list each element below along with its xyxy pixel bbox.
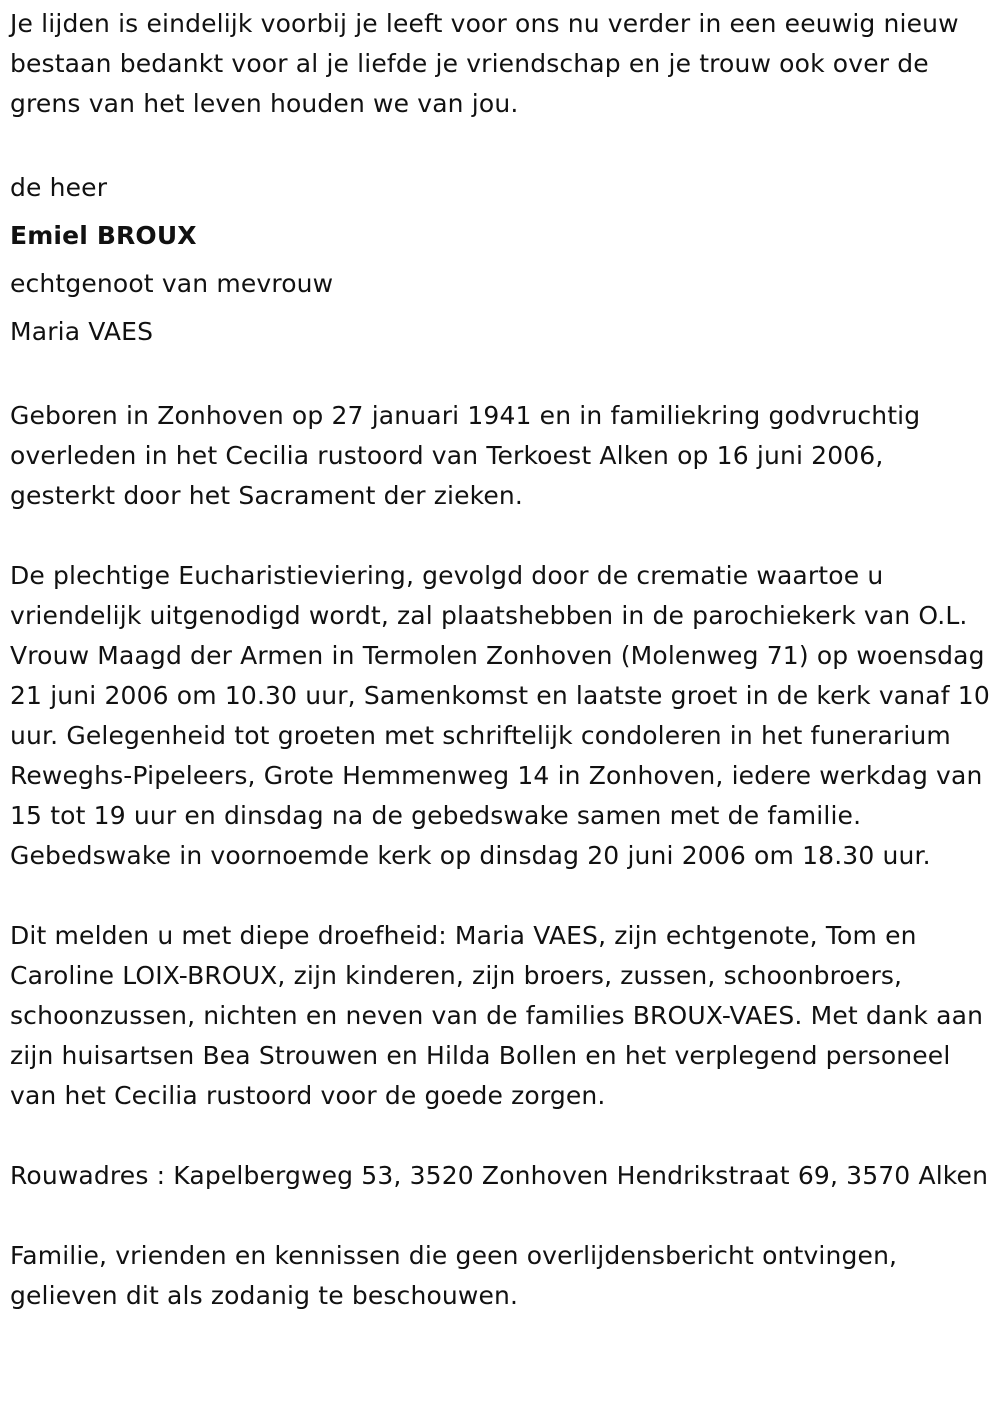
spouse-name: Maria VAES	[10, 317, 154, 346]
intro-poem: Je lijden is eindelijk voorbij je leeft voor ons nu verder in een eeuwig nieuw bestaan bedankt voor al je liefde je vriendschap en je trouw ook over de grens van het leven houden we van jou.	[10, 9, 959, 118]
ceremony-paragraph: De plechtige Eucharistieviering, gevolgd door de crematie waartoe u vriendelijk uitgenodigd wordt, zal plaatshebben in de parochiekerk van O.L. Vrouw Maagd der Armen in Termolen Zonhoven (Molenweg 71) op woensdag 21 juni 2006 om 10.30 uur, Samenkomst en laatste groet in de kerk vanaf 10 uur. Gelegenheid tot groeten met schriftelijk condoleren in het funerarium Reweghs-Pipeleers, Grote Hemmenweg 14 in Zonhoven, iedere werkdag van 15 tot 19 uur en dinsdag na de gebedswake samen met de familie. Gebedswake in voornoemde kerk op dinsdag 20 juni 2006 om 18.30 uur.	[10, 561, 990, 870]
announcement-paragraph: Dit melden u met diepe droefheid: Maria VAES, zijn echtgenote, Tom en Caroline LOIX-BROUX, zijn kinderen, zijn broers, zussen, schoonbroers, schoonzussen, nichten en neven van de families BROUX-VAES. Met dank aan zijn huisartsen Bea Strouwen en Hilda Bollen en het verplegend personeel van het Cecilia rustoord voor de goede zorgen.	[10, 921, 984, 1110]
obituary-document	[10, 4, 994, 1316]
spacer	[10, 516, 994, 556]
spacer	[10, 1116, 994, 1156]
deceased-name: Emiel BROUX	[10, 221, 197, 250]
mourning-address: Rouwadres : Kapelbergweg 53, 3520 Zonhoven Hendrikstraat 69, 3570 Alken	[10, 1161, 989, 1190]
closing-note: Familie, vrienden en kennissen die geen overlijdensbericht ontvingen, gelieven dit als zodanig te beschouwen.	[10, 1241, 898, 1310]
salutation: de heer	[10, 173, 108, 202]
spacer	[10, 356, 994, 396]
spacer	[10, 124, 994, 164]
spouse-label: echtgenoot van mevrouw	[10, 269, 334, 298]
spacer	[10, 1196, 994, 1236]
birth-death-paragraph: Geboren in Zonhoven op 27 januari 1941 en in familiekring godvruchtig overleden in het Cecilia rustoord van Terkoest Alken op 16 juni 2006, gesterkt door het Sacrament der zieken.	[10, 401, 921, 510]
spacer	[10, 876, 994, 916]
